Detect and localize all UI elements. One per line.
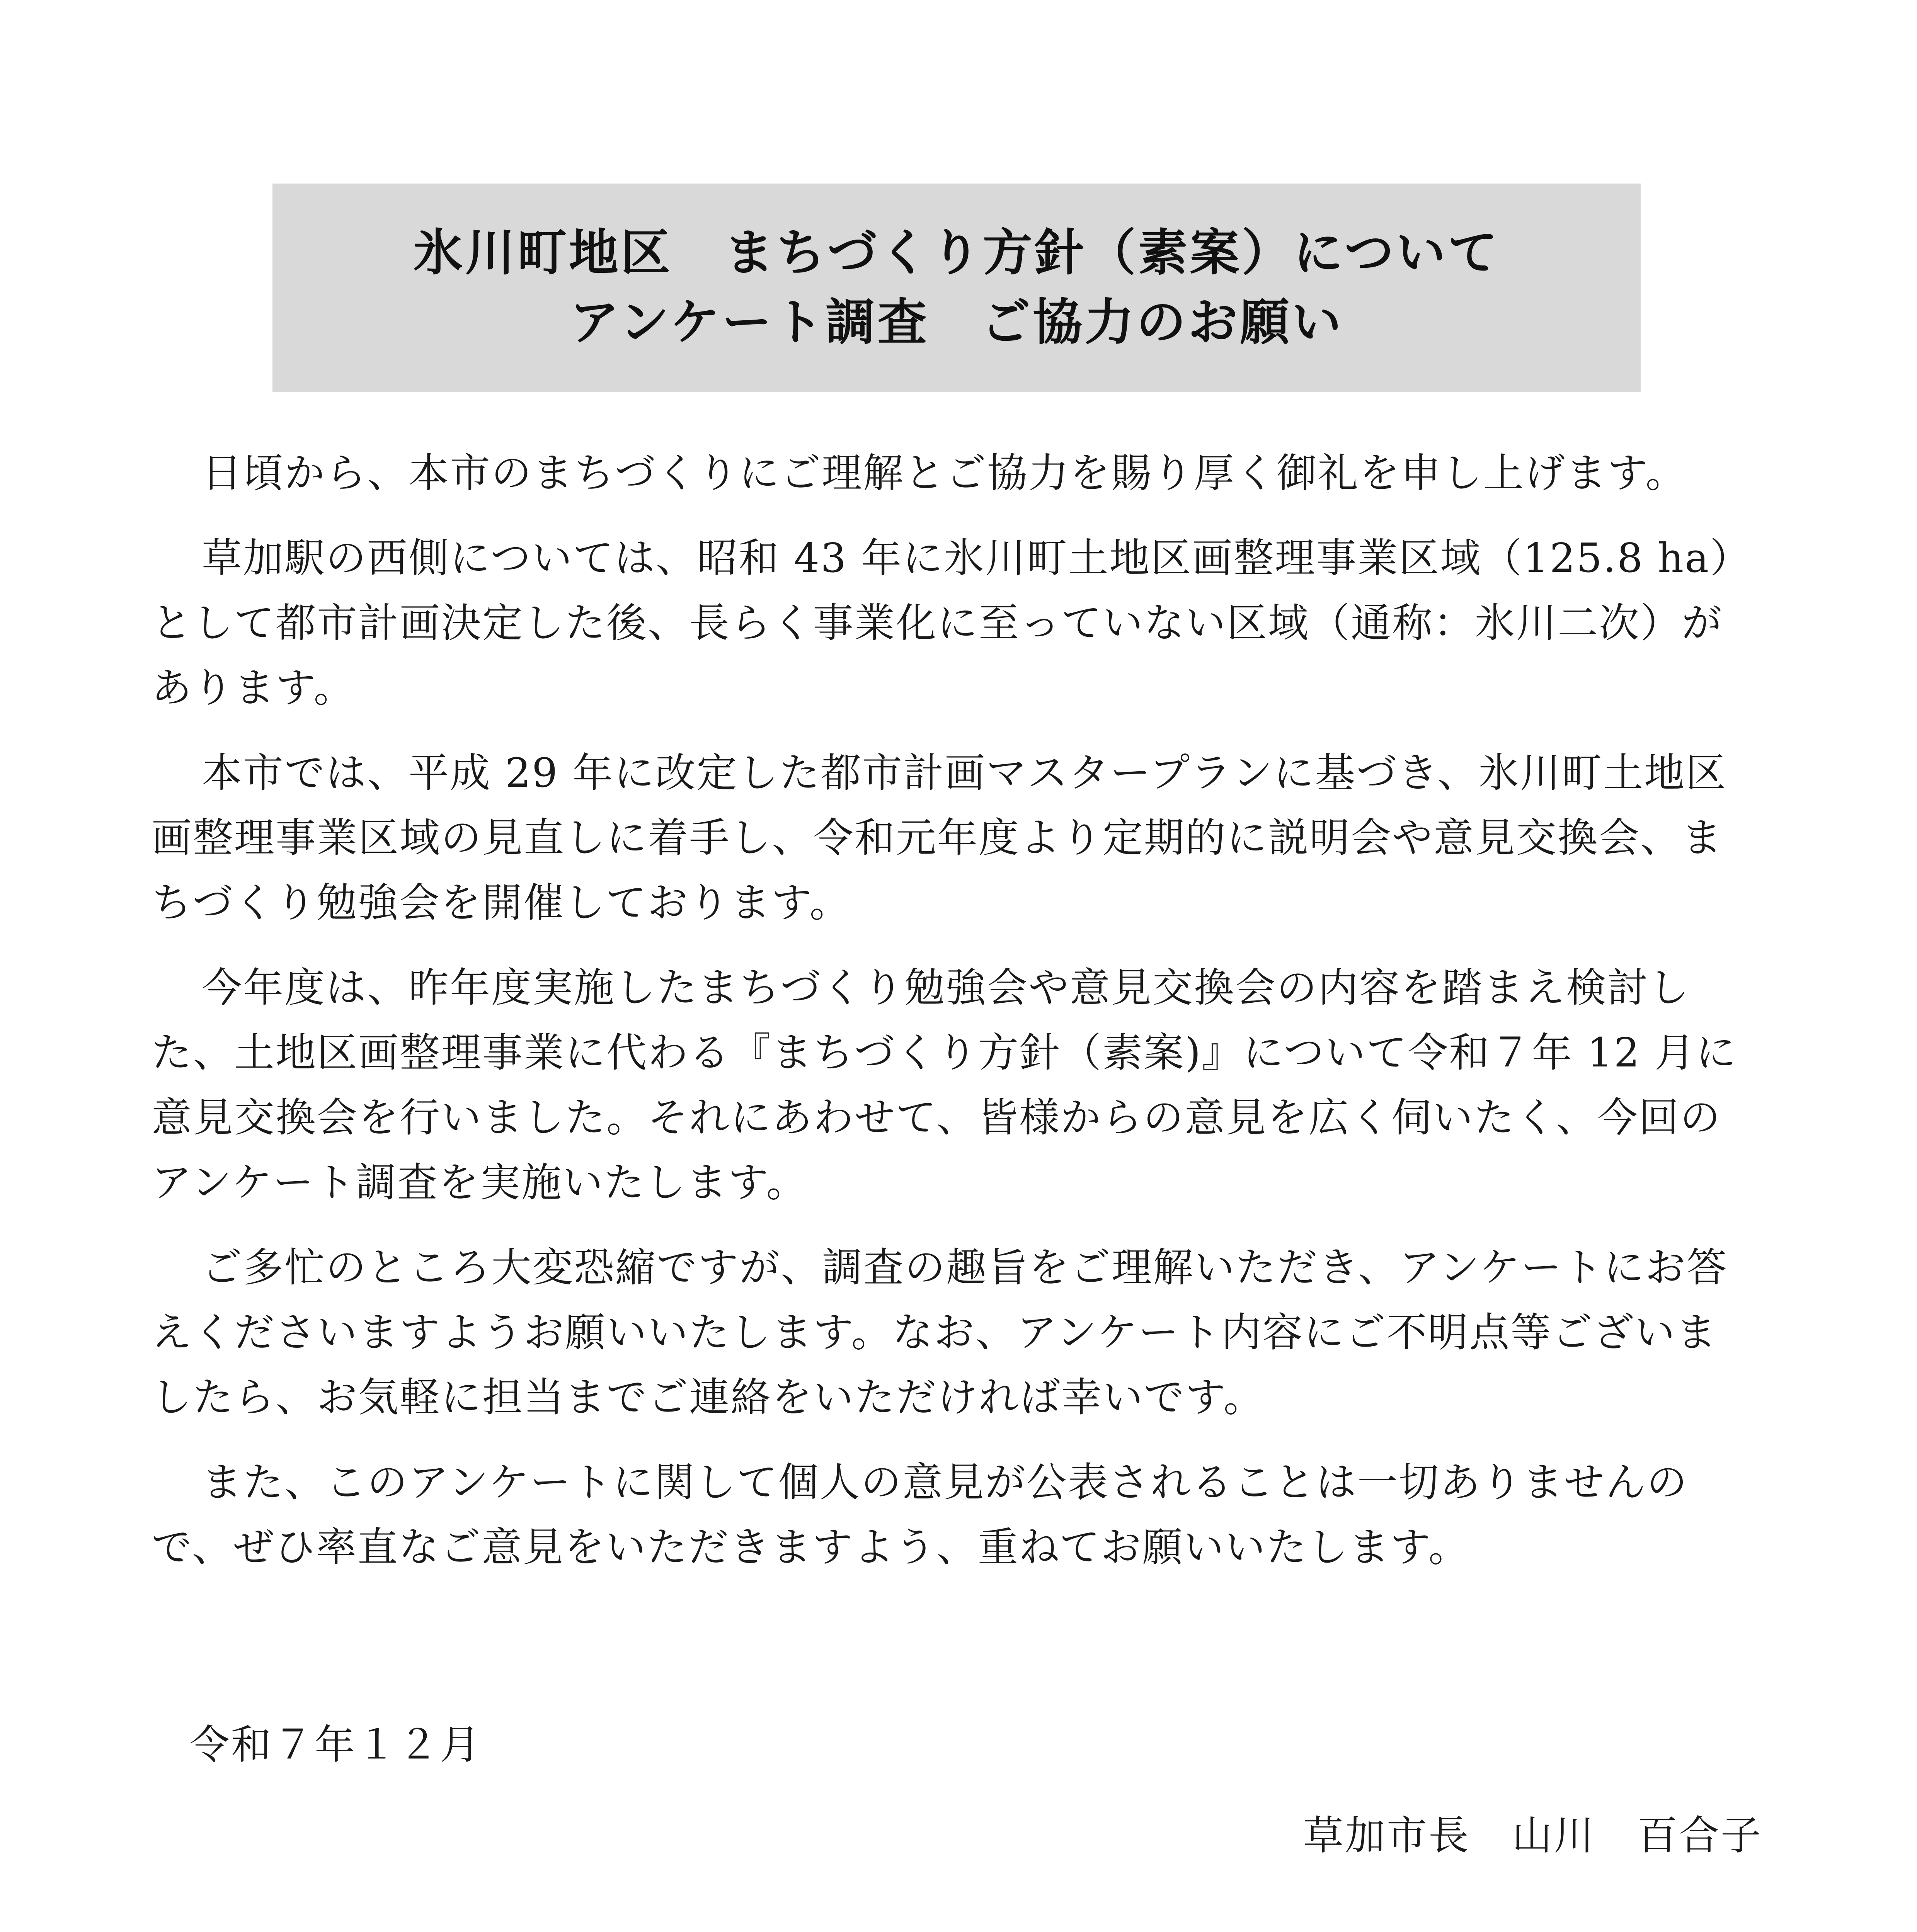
paragraph-background: 草加駅の西側については、昭和 43 年に氷川町土地区画整理事業区域（125.8 ha）として都市計画決定した後、長らく事業化に至っていない区域（通称：氷川二次）があります。 [152,534,1752,711]
paragraph-greeting: 日頃から、本市のまちづくりにご理解とご協力を賜り厚く御礼を申し上げます。 [202,449,1687,497]
paragraph-privacy: また、このアンケートに関して個人の意見が公表されることは一切ありませんので、ぜひ率直なご意見をいただきますよう、重ねてお願いいたします。 [152,1459,1688,1571]
paragraph-survey-purpose: 今年度は、昨年度実施したまちづくり勉強会や意見交換会の内容を踏まえ検討した、土地区画整理事業に代わる『まちづくり方針（素案)』について令和７年 12 月に意見交換会を行いました。それにあわせて、皆様からの意見を広く伺いたく、今回のアンケート調査を実施いたします。 [152,964,1737,1206]
title-line-1: 氷川町地区 まちづくり方針（素案）について [413,224,1500,282]
title-banner [272,184,1641,392]
letter-body [152,440,1752,1600]
title-line-2: アンケート調査 ご協力のお願い [569,294,1344,351]
paragraph-request: ご多忙のところ大変恐縮ですが、調査の趣旨をご理解いただき、アンケートにお答えくださいますようお願いいたします。なお、アンケート内容にご不明点等ございましたら、お気軽に担当までご連絡をいただければ幸いです。 [152,1244,1728,1421]
paragraph-history: 本市では、平成 29 年に改定した都市計画マスタープランに基づき、氷川町土地区画整理事業区域の見直しに着手し、令和元年度より定期的に説明会や意見交換会、まちづくり勉強会を開催しております。 [152,749,1727,926]
issue-date: 令和７年１２月 [189,1721,482,1768]
signature: 草加市長 山川 百合子 [1303,1812,1762,1859]
